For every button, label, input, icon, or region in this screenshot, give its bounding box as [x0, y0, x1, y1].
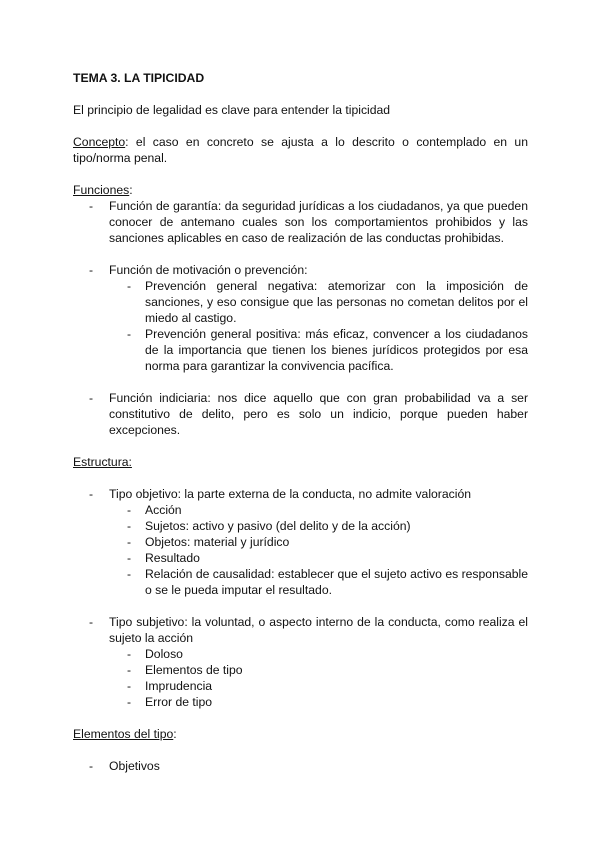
- sub-list-item: - Acción: [127, 503, 182, 517]
- list-item: - Tipo subjetivo: la voluntad, o aspecto interno de la conducta, como realiza el sujeto la acción: [89, 615, 528, 645]
- sub-list-item: - Prevención general positiva: más eficaz, convencer a los ciudadanos de la importancia que tienen los bienes jurídicos protegidos por esa norma para garantizar la convivencia pacífica.: [127, 327, 528, 373]
- document-body: [73, 70, 528, 774]
- elementos-heading: Elementos del tipo:: [73, 727, 177, 741]
- sub-list-item: - Prevención general negativa: atemorizar con la imposición de sanciones, y eso consigue que las personas no cometan delitos por el miedo al castigo.: [127, 279, 528, 325]
- sub-list-item: - Imprudencia: [127, 679, 213, 693]
- sub-list-item: - Relación de causalidad: establecer que el sujeto activo es responsable o se le pueda imputar el resultado.: [127, 567, 528, 597]
- list-item: - Objetivos: [89, 759, 160, 773]
- sub-list-item: - Elementos de tipo: [127, 663, 243, 677]
- list-item: - Función de motivación o prevención:: [89, 263, 308, 277]
- sub-list-item: - Sujetos: activo y pasivo (del delito y de la acción): [127, 519, 411, 533]
- concepto-text: : el caso en concreto se ajusta a lo descrito o contemplado en un tipo/norma penal.: [73, 135, 528, 165]
- concepto-paragraph: [73, 134, 528, 166]
- funciones-label: Funciones: [73, 183, 130, 197]
- document-title: TEMA 3. LA TIPICIDAD: [73, 71, 205, 85]
- intro-paragraph: El principio de legalidad es clave para entender la tipicidad: [73, 103, 391, 117]
- list-item: - Función de garantía: da seguridad jurídicas a los ciudadanos, ya que pueden conocer de antemano cuales son los comportamientos prohibidos y las sanciones aplicables en caso de realización de las conductas prohibidas.: [89, 199, 528, 245]
- sub-list-item: - Doloso: [127, 647, 183, 661]
- sub-list-item: - Error de tipo: [127, 695, 213, 709]
- list-item: - Función indiciaria: nos dice aquello que con gran probabilidad va a ser constitutivo de delito, pero es solo un indicio, porque pueden haber excepciones.: [89, 391, 528, 437]
- sub-list-item: - Objetos: material y jurídico: [127, 535, 290, 549]
- estructura-heading: Estructura:: [73, 455, 132, 469]
- funciones-heading: Funciones:: [73, 183, 133, 197]
- sub-list-item: - Resultado: [127, 551, 200, 565]
- list-item: - Tipo objetivo: la parte externa de la conducta, no admite valoración: [89, 487, 472, 501]
- elementos-label: Elementos del tipo: [73, 727, 174, 741]
- concepto-label: Concepto: [73, 135, 126, 149]
